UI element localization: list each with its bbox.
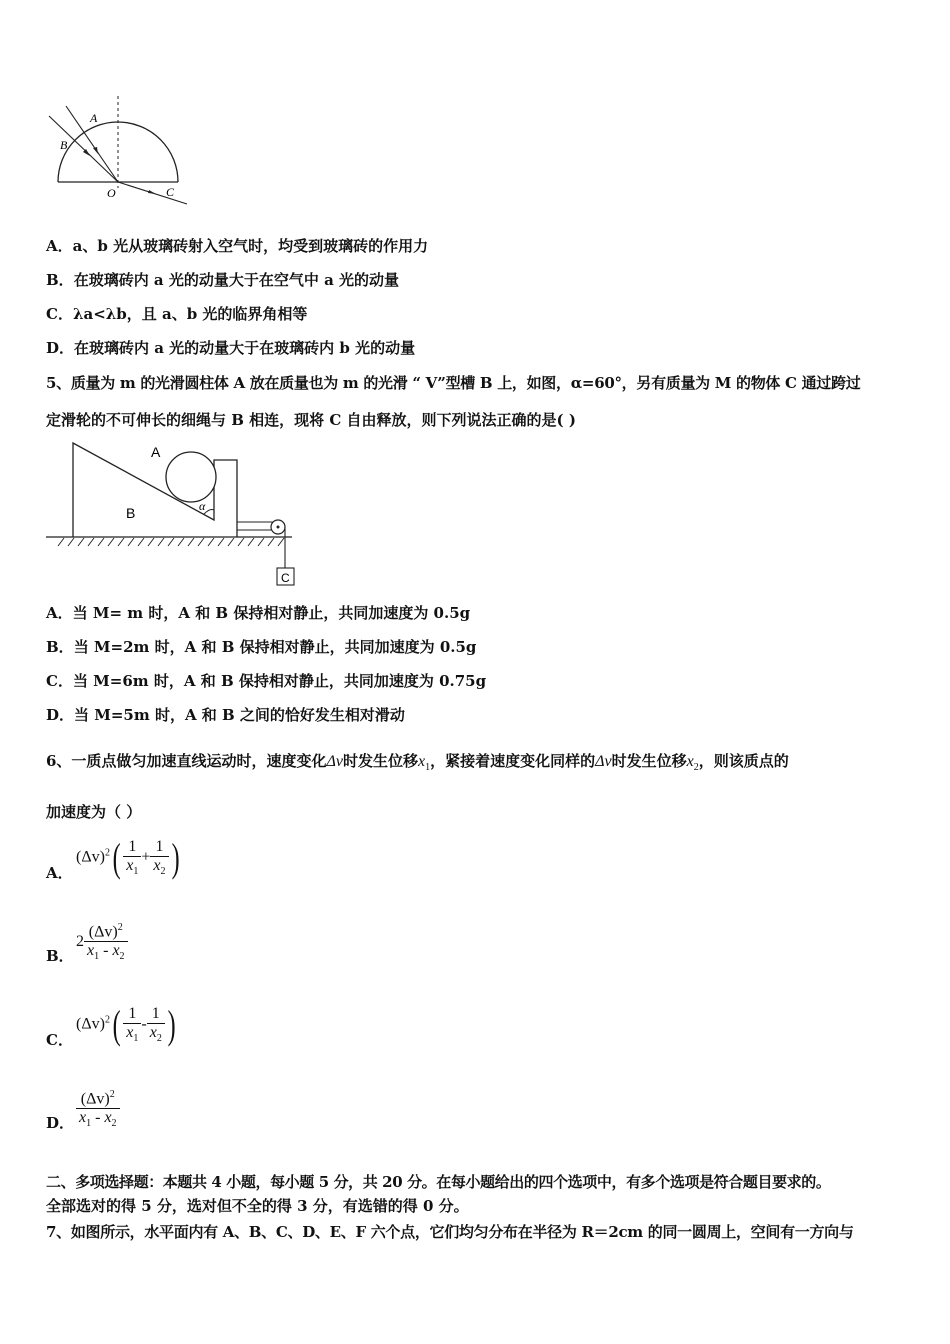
q4-option-a: A．a、b 光从玻璃砖射入空气时，均受到玻璃砖的作用力 <box>46 237 429 255</box>
q4-option-c: C．λa<λb，且 a、b 光的临界角相等 <box>46 305 308 323</box>
q7-stem-line1: 7、如图所示，水平面内有 A、B、C、D、E、F 六个点，它们均匀分布在半径为 R＝2cm 的同一圆周上，空间有一方向与 <box>46 1223 854 1241</box>
refraction-figure <box>44 96 194 208</box>
q6-option-c-formula: $(\Delta v)^2$( $\frac{1}{x_1}$ - $\frac{1}{x_2}$ ) <box>76 1002 176 1047</box>
label-A: A <box>151 444 161 460</box>
q5-option-d: D．当 M=5m 时，A 和 B 之间的恰好发生相对滑动 <box>46 706 405 724</box>
q6-option-d-formula: $\frac{(\Delta v)^2}{x_1 - x_2}$ <box>76 1089 120 1130</box>
label-B: B <box>126 505 136 521</box>
q4-option-d: D．在玻璃砖内 a 光的动量大于在玻璃砖内 b 光的动量 <box>46 339 416 357</box>
q6-option-c-label: C． <box>46 1031 73 1049</box>
q5-stem-line2: 定滑轮的不可伸长的细绳与 B 相连，现将 C 自由释放，则下列说法正确的是( ) <box>46 411 576 429</box>
v-groove-figure <box>44 440 304 590</box>
q5-option-b: B．当 M=2m 时，A 和 B 保持相对静止，共同加速度为 0.5g <box>46 638 477 656</box>
label-O: O <box>107 186 116 200</box>
label-A: A <box>90 111 98 125</box>
label-alpha: α <box>199 499 206 513</box>
q5-option-c: C．当 M=6m 时，A 和 B 保持相对静止，共同加速度为 0.75g <box>46 672 487 690</box>
q6-option-a-formula: $(\Delta v)^2$( $\frac{1}{x_1}$ + $\frac{1}{x_2}$ ) <box>76 835 180 880</box>
q4-option-b: B．在玻璃砖内 a 光的动量大于在空气中 a 光的动量 <box>46 271 400 289</box>
q6-option-b-formula: 2 $\frac{(\Delta v)^2}{x_1 - x_2}$ <box>76 922 128 963</box>
q5-option-a: A．当 M= m 时，A 和 B 保持相对静止，共同加速度为 0.5g <box>46 604 471 622</box>
q6-stem-line1: 6、一质点做匀加速直线运动时，速度变化Δv时发生位移$x_1$，紧接着速度变化同样的Δv时发生位移$x_2$，则该质点的 <box>46 752 789 774</box>
q6-option-d-label: D． <box>46 1114 75 1132</box>
label-C: C <box>166 185 175 199</box>
q6-option-a-label: A． <box>46 864 73 882</box>
q6-stem-line2: 加速度为（ ） <box>46 803 142 821</box>
q6-option-b-label: B． <box>46 947 74 965</box>
section2-heading-line2: 全部选对的得 5 分，选对但不全的得 3 分，有选错的得 0 分。 <box>46 1197 469 1215</box>
label-C: C <box>281 571 290 585</box>
label-B: B <box>60 138 68 152</box>
q5-stem-line1: 5、质量为 m 的光滑圆柱体 A 放在质量也为 m 的光滑 “ V”型槽 B 上，如图，α=60°，另有质量为 M 的物体 C 通过跨过 <box>46 374 861 392</box>
section2-heading-line1: 二、多项选择题：本题共 4 小题，每小题 5 分，共 20 分。在每小题给出的四个选项中，有多个选项是符合题目要求的。 <box>46 1173 831 1191</box>
